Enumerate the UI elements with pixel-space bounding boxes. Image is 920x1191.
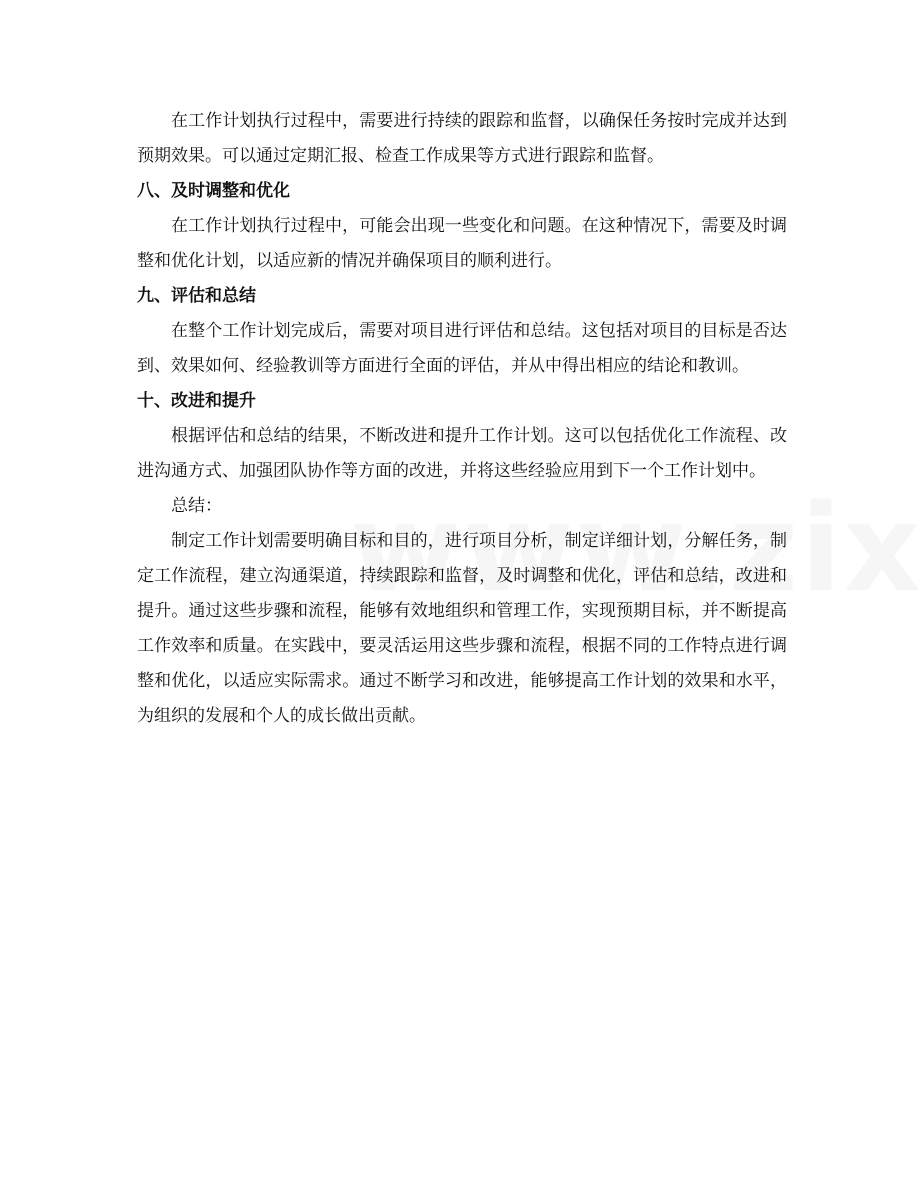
paragraph-evaluate-summarize: 在整个工作计划完成后，需要对项目进行评估和总结。这包括对项目的目标是否达到、效果如何、经验教训等方面进行全面的评估，并从中得出相应的结论和教训。 (137, 321, 787, 376)
paragraph-adjust-optimize: 在工作计划执行过程中，可能会出现一些变化和问题。在这种情况下，需要及时调整和优化计划，以适应新的情况并确保项目的顺利进行。 (137, 216, 787, 271)
summary-label: 总结： (171, 496, 222, 516)
document-content (137, 104, 787, 734)
paragraph-summary: 制定工作计划需要明确目标和目的，进行项目分析，制定详细计划，分解任务，制定工作流程，建立沟通渠道，持续跟踪和监督，及时调整和优化，评估和总结，改进和提升。通过这些步骤和流程，能够有效地组织和管理工作，实现预期目标，并不断提高工作效率和质量。在实践中，要灵活运用这些步骤和流程，根据不同的工作特点进行调整和优化，以适应实际需求。通过不断学习和改进，能够提高工作计划的效果和水平，为组织的发展和个人的成长做出贡献。 (137, 531, 787, 726)
paragraph-improve-enhance: 根据评估和总结的结果，不断改进和提升工作计划。这可以包括优化工作流程、改进沟通方式、加强团队协作等方面的改进，并将这些经验应用到下一个工作计划中。 (137, 426, 787, 481)
heading-improve-enhance: 十、改进和提升 (137, 391, 256, 411)
heading-evaluate-summarize: 九、评估和总结 (137, 286, 256, 306)
heading-adjust-optimize: 八、及时调整和优化 (137, 181, 290, 201)
paragraph-tracking: 在工作计划执行过程中，需要进行持续的跟踪和监督，以确保任务按时完成并达到预期效果。可以通过定期汇报、检查工作成果等方式进行跟踪和监督。 (137, 111, 787, 166)
